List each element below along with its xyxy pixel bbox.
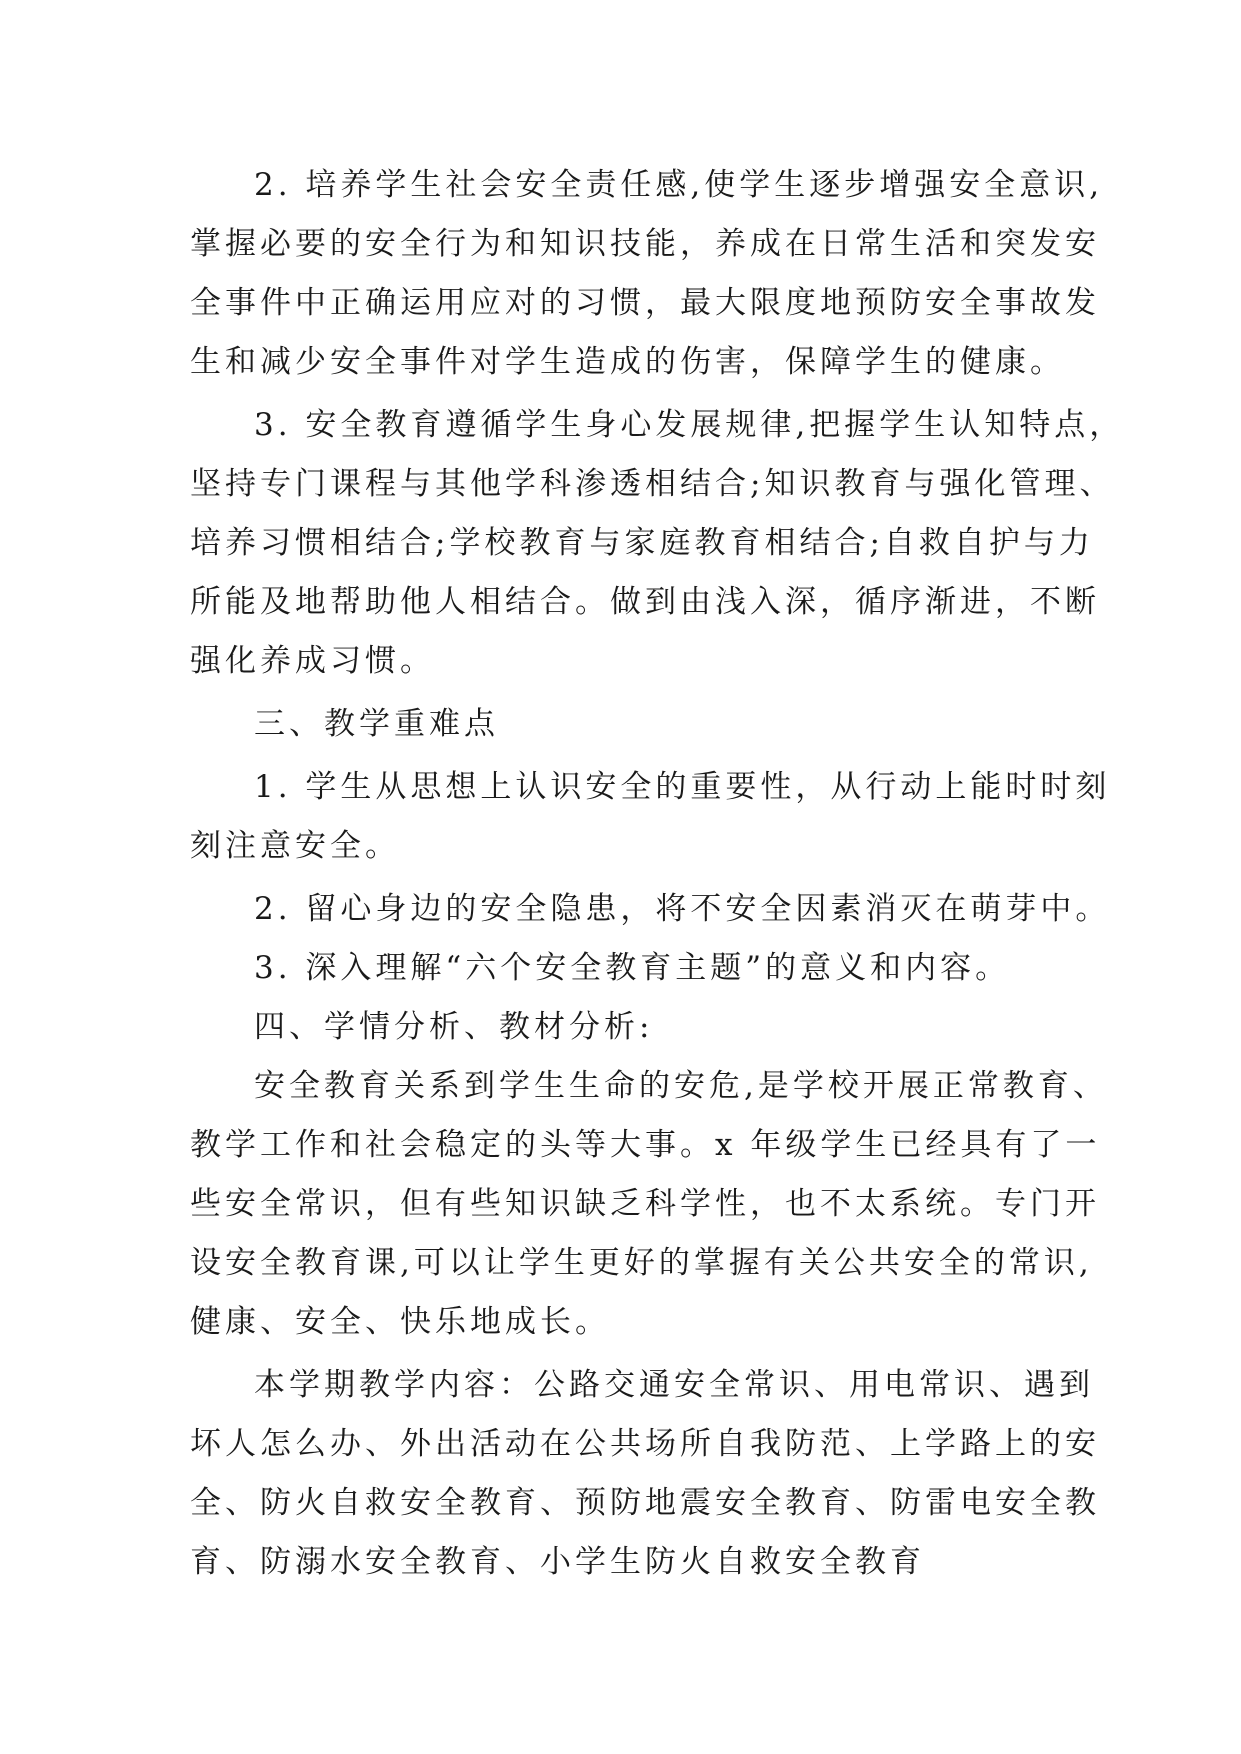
paragraph-analysis xyxy=(190,1057,1108,1352)
paragraph-line: 掌握必要的安全行为和知识技能，养成在日常生活和突发安 xyxy=(190,226,1100,262)
paragraph-line: 3. 深入理解“六个安全教育主题”的意义和内容。 xyxy=(254,950,1011,986)
paragraph-2-responsibility xyxy=(190,156,1104,392)
paragraph-3-principles xyxy=(190,396,1125,691)
document-body xyxy=(190,156,1125,1592)
paragraph-line: 坚持专门课程与其他学科渗透相结合;知识教育与强化管理、 xyxy=(190,466,1115,502)
paragraph-line: 生和减少安全事件对学生造成的伤害，保障学生的健康。 xyxy=(190,344,1065,380)
paragraph-line: 健康、安全、快乐地成长。 xyxy=(190,1304,610,1340)
paragraph-line: 培养习惯相结合;学校教育与家庭教育相结合;自救自护与力 xyxy=(190,525,1094,561)
paragraph-line: 些安全常识，但有些知识缺乏科学性，也不太系统。专门开 xyxy=(190,1186,1100,1222)
paragraph-semester-content xyxy=(190,1356,1100,1592)
paragraph-line: 育、防溺水安全教育、小学生防火自救安全教育 xyxy=(190,1544,925,1580)
paragraph-line: 安全教育关系到学生生命的安危,是学校开展正常教育、 xyxy=(254,1068,1108,1104)
paragraph-line: 本学期教学内容：公路交通安全常识、用电常识、遇到 xyxy=(254,1367,1094,1403)
section-heading-analysis xyxy=(190,998,1050,1057)
section-heading: 三、教学重难点 xyxy=(254,706,499,742)
paragraph-line: 1. 学生从思想上认识安全的重要性，从行动上能时时刻 xyxy=(254,769,1111,805)
paragraph-line: 所能及地帮助他人相结合。做到由浅入深，循序渐进，不断 xyxy=(190,584,1100,620)
paragraph-line: 坏人怎么办、外出活动在公共场所自我防范、上学路上的安 xyxy=(190,1426,1100,1462)
paragraph-key-point-3 xyxy=(190,939,1050,998)
section-heading-key-points xyxy=(190,695,1050,754)
paragraph-line: 3. 安全教育遵循学生身心发展规律,把握学生认知特点， xyxy=(254,407,1125,443)
paragraph-line: 强化养成习惯。 xyxy=(190,643,435,679)
paragraph-line: 设安全教育课,可以让学生更好的掌握有关公共安全的常识, xyxy=(190,1245,1093,1281)
paragraph-line: 教学工作和社会稳定的头等大事。x 年级学生已经具有了一 xyxy=(190,1127,1101,1163)
section-heading: 四、学情分析、教材分析: xyxy=(254,1009,654,1045)
paragraph-line: 2. 培养学生社会安全责任感,使学生逐步增强安全意识, xyxy=(254,167,1104,203)
paragraph-key-point-2 xyxy=(190,880,1111,939)
paragraph-line: 全、防火自救安全教育、预防地震安全教育、防雷电安全教 xyxy=(190,1485,1100,1521)
paragraph-line: 2. 留心身边的安全隐患，将不安全因素消灭在萌芽中。 xyxy=(254,891,1111,927)
paragraph-line: 全事件中正确运用应对的习惯，最大限度地预防安全事故发 xyxy=(190,285,1100,321)
paragraph-line: 刻注意安全。 xyxy=(190,828,400,864)
paragraph-key-point-1 xyxy=(190,758,1111,876)
